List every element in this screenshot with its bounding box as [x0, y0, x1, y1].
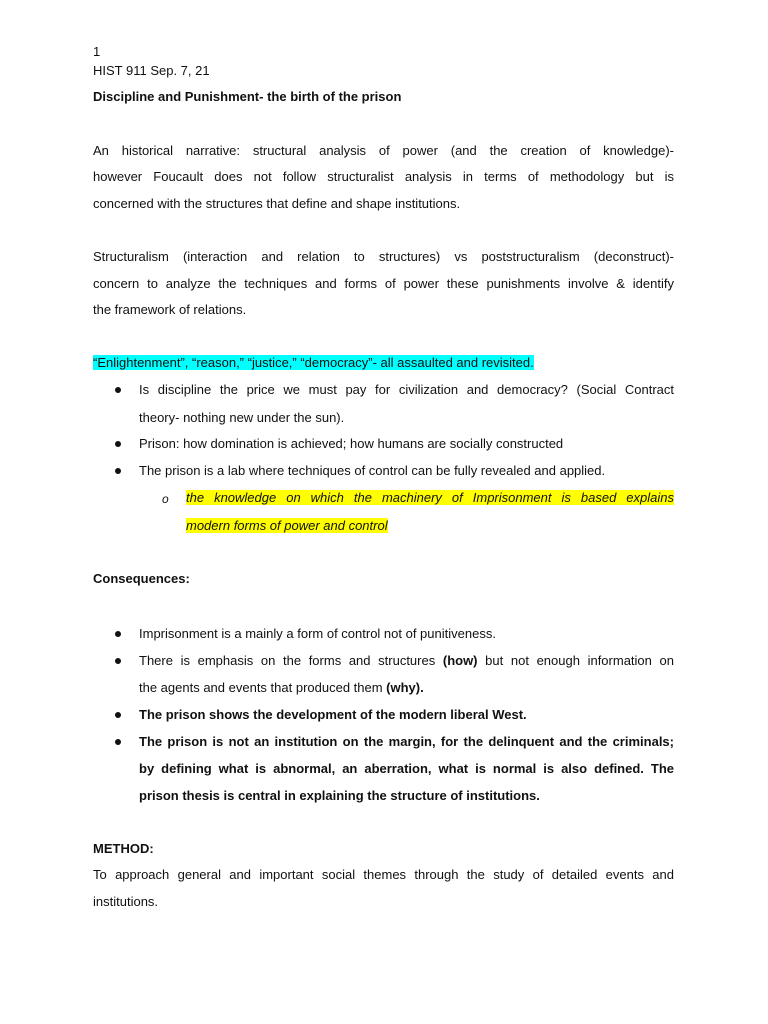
bullet-dot	[115, 436, 121, 447]
consequence-2-line-2	[139, 680, 424, 696]
consequence-1: Imprisonment is a mainly a form of control not of punitiveness.	[139, 626, 496, 641]
bullet-dot	[115, 463, 121, 474]
consequence-3: The prison shows the development of the modern liberal West.	[139, 707, 527, 722]
method-heading: METHOD:	[93, 841, 154, 856]
bullet-dot	[115, 382, 121, 393]
yellow-highlight-text: the knowledge on which the machinery of Imprisonment is based explains	[186, 490, 674, 505]
bullet-2: Prison: how domination is achieved; how humans are socially constructed	[139, 436, 564, 451]
consequences-heading: Consequences:	[93, 571, 190, 586]
consequence-4-line-3: prison thesis is central in explaining the structure of institutions.	[139, 788, 540, 803]
bullet-dot	[115, 653, 121, 664]
document-title: Discipline and Punishment- the birth of the prison	[93, 89, 402, 104]
consequence-2-line-1	[139, 653, 674, 669]
bullet-dot	[115, 626, 121, 637]
consequence-2-why: (why).	[386, 680, 424, 695]
consequence-2-text: but not enough information on	[477, 653, 674, 668]
page-number: 1	[93, 44, 101, 59]
paragraph-1-line-1: An historical narrative: structural analysis of power (and the creation of knowledge)-	[93, 143, 674, 158]
paragraph-2-line-1: Structuralism (interaction and relation to structures) vs poststructuralism (deconstruct)-	[93, 249, 674, 264]
paragraph-2-line-3: the framework of relations.	[93, 302, 247, 317]
consequence-4-line-2: by defining what is abnormal, an aberration, what is normal is also defined. The	[139, 761, 674, 776]
paragraph-1-line-2: however Foucault does not follow structuralist analysis in terms of methodology but is	[93, 169, 674, 184]
course-date-header: HIST 911 Sep. 7, 21	[93, 63, 210, 78]
bullet-3: The prison is a lab where techniques of control can be fully revealed and applied.	[139, 463, 606, 478]
bullet-dot	[115, 734, 121, 745]
sub-bullet-marker: o	[162, 492, 169, 506]
consequence-4-line-1: The prison is not an institution on the margin, for the delinquent and the criminals;	[139, 734, 674, 749]
sub-bullet-line-1	[186, 490, 674, 506]
yellow-highlight-text: modern forms of power and control	[186, 518, 388, 533]
method-line-2: institutions.	[93, 894, 159, 909]
bullet-1-line-2: theory- nothing new under the sun).	[139, 410, 345, 425]
bullet-1-line-1: Is discipline the price we must pay for civilization and democracy? (Social Contract	[139, 382, 674, 397]
consequence-2-text: the agents and events that produced them	[139, 680, 387, 695]
method-line-1: To approach general and important social themes through the study of detailed events and	[93, 867, 674, 882]
paragraph-2-line-2: concern to analyze the techniques and forms of power these punishments involve & identify	[93, 276, 674, 291]
bullet-dot	[115, 707, 121, 718]
highlighted-heading	[93, 355, 534, 371]
paragraph-1-line-3: concerned with the structures that define and shape institutions.	[93, 196, 461, 211]
sub-bullet-line-2	[186, 518, 388, 534]
cyan-highlight-text: “Enlightenment”, “reason,” “justice,” “democracy”- all assaulted and revisited.	[93, 355, 534, 370]
consequence-2-text: There is emphasis on the forms and structures	[139, 653, 443, 668]
consequence-2-how: (how)	[442, 653, 478, 668]
